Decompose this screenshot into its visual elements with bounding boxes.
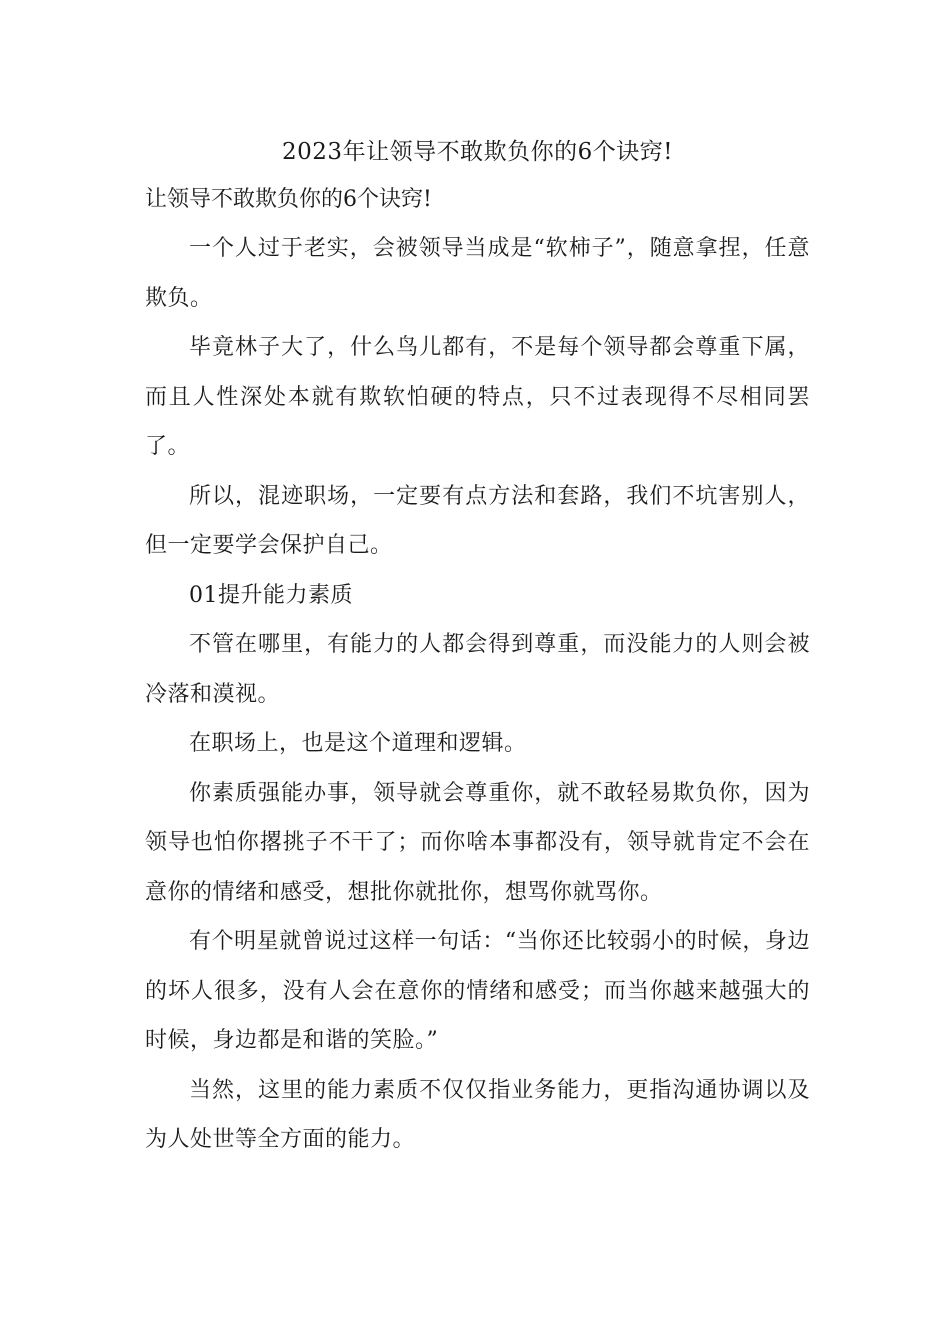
document-subtitle: 让领导不敢欺负你的6个诀窍! xyxy=(145,187,432,212)
paragraph: 不管在哪里，有能力的人都会得到尊重，而没能力的人则会被冷落和漠视。 xyxy=(145,632,810,707)
paragraph: 所以，混迹职场，一定要有点方法和套路，我们不坑害别人，但一定要学会保护自己。 xyxy=(145,483,810,558)
document-title: 2023年让领导不敢欺负你的6个诀窍! xyxy=(282,139,673,165)
section-heading: 01提升能力素质 xyxy=(189,582,353,608)
paragraph: 在职场上，也是这个道理和逻辑。 xyxy=(189,731,527,756)
paragraph: 毕竟林子大了，什么鸟儿都有，不是每个领导都会尊重下属，而且人性深处本就有欺软怕硬的特点，只不过表现得不尽相同罢了。 xyxy=(145,335,810,459)
document-page xyxy=(145,128,810,1165)
paragraph: 有个明星就曾说过这样一句话：“当你还比较弱小的时候，身边的坏人很多，没有人会在意你的情绪和感受；而当你越来越强大的时候，身边都是和谐的笑脸。” xyxy=(145,929,810,1053)
paragraph: 你素质强能办事，领导就会尊重你，就不敢轻易欺负你，因为领导也怕你撂挑子不干了；而你啥本事都没有，领导就肯定不会在意你的情绪和感受，想批你就批你，想骂你就骂你。 xyxy=(145,780,810,905)
paragraph: 当然，这里的能力素质不仅仅指业务能力，更指沟通协调以及为人处世等全方面的能力。 xyxy=(145,1077,810,1152)
paragraph: 一个人过于老实，会被领导当成是“软柿子”，随意拿捏，任意欺负。 xyxy=(145,236,810,311)
